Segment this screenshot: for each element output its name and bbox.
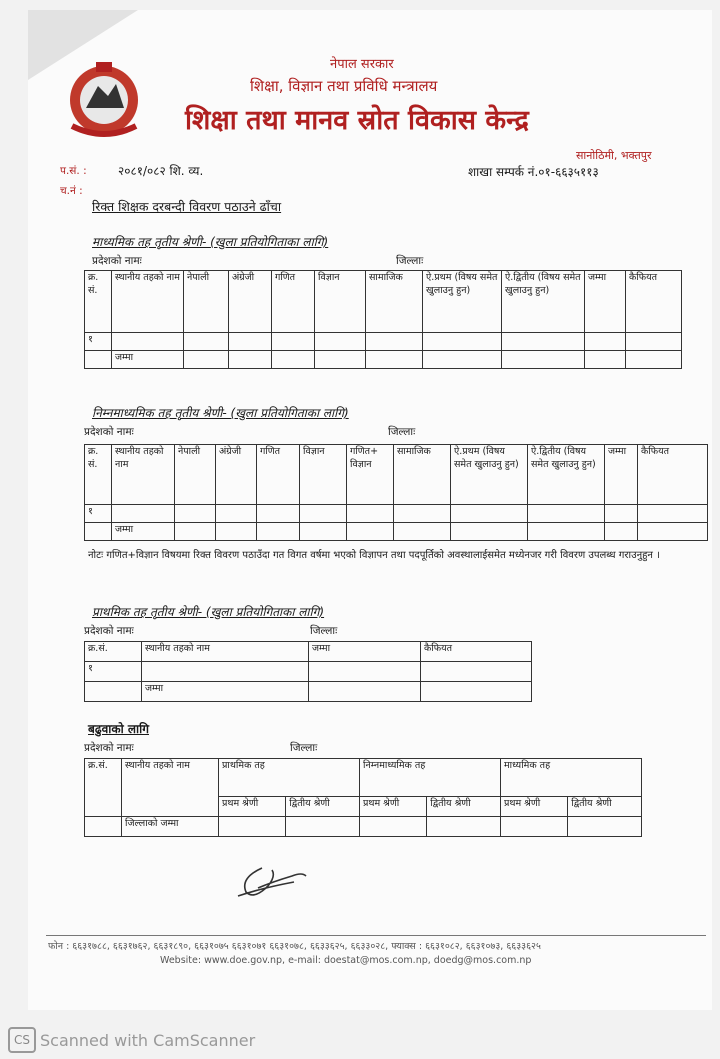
- section4-province: प्रदेशको नामः: [84, 742, 134, 754]
- section4-title: बढुवाको लागि: [88, 722, 149, 736]
- section3-table: [84, 641, 532, 702]
- center-heading: शिक्षा तथा मानव स्रोत विकास केन्द्र: [185, 105, 529, 136]
- ps-label: प.सं. :: [60, 165, 87, 177]
- s2-h8: ऐ.प्रथम (विषय समेत खुलाउनु हुन): [451, 445, 528, 505]
- s1-h2: नेपाली: [184, 271, 229, 333]
- cn-label: च.नं :: [60, 185, 83, 197]
- s1-h6: सामाजिक: [366, 271, 423, 333]
- s2-h3: अंग्रेजी: [216, 445, 257, 505]
- section2-table: [84, 444, 708, 541]
- s2-h4: गणित: [257, 445, 300, 505]
- s2-total-label: जम्मा: [112, 523, 175, 541]
- section4-district: जिल्लाः: [290, 742, 318, 754]
- section1-title: माध्यमिक तह तृतीय श्रेणी- (खुला प्रतियोगिताका लागि): [92, 235, 329, 249]
- s1-h7: ऐ.प्रथम (विषय समेत खुलाउनु हुन): [423, 271, 502, 333]
- s4-sub0: प्रथम श्रेणी: [219, 797, 286, 817]
- s2-h11: कैफियत: [638, 445, 708, 505]
- s2-h5: विज्ञान: [300, 445, 347, 505]
- s1-h1: स्थानीय तहको नाम: [112, 271, 184, 333]
- ps-value: २०८१/०८२ शि. व्य.: [118, 164, 204, 178]
- s2-h6: गणित+ विज्ञान: [347, 445, 394, 505]
- section3-province: प्रदेशको नामः: [84, 625, 134, 637]
- section2-district: जिल्लाः: [388, 426, 416, 438]
- footer-divider: [46, 935, 706, 936]
- s4-sub5: द्वितीय श्रेणी: [568, 797, 642, 817]
- s2-h10: जम्मा: [605, 445, 638, 505]
- contact-text: शाखा सम्पर्क नं.०१-६६३५११३: [468, 165, 599, 179]
- s2-row1-num: १: [85, 505, 112, 523]
- doc-title: रिक्त शिक्षक दरबन्दी विवरण पठाउने ढाँचा: [92, 199, 282, 214]
- gov-heading: नेपाल सरकार: [330, 57, 394, 72]
- s3-h0: क्र.सं.: [85, 642, 142, 662]
- s4-h2: प्राथमिक तह: [219, 759, 360, 797]
- s4-h3: निम्नमाध्यमिक तह: [359, 759, 500, 797]
- section4-table: [84, 758, 642, 837]
- s4-h4: माध्यमिक तह: [500, 759, 641, 797]
- s1-h8: ऐ.द्वितीय (विषय समेत खुलाउनु हुन): [502, 271, 585, 333]
- s2-h9: ऐ.द्वितीय (विषय समेत खुलाउनु हुन): [528, 445, 605, 505]
- location-text: सानोठिमी, भक्तपुर: [576, 149, 652, 162]
- s1-h4: गणित: [272, 271, 315, 333]
- s3-h3: कैफियत: [421, 642, 532, 662]
- section3-district: जिल्लाः: [310, 625, 338, 637]
- s1-h0: क्र. सं.: [85, 271, 112, 333]
- s4-h1: स्थानीय तहको नाम: [122, 759, 219, 817]
- ministry-heading: शिक्षा, विज्ञान तथा प्रविधि मन्त्रालय: [250, 77, 438, 95]
- s3-h2: जम्मा: [309, 642, 421, 662]
- s1-h5: विज्ञान: [315, 271, 366, 333]
- camscanner-watermark: Scanned with CamScanner: [40, 1031, 256, 1050]
- s2-h1: स्थानीय तहको नाम: [112, 445, 175, 505]
- s2-h7: सामाजिक: [394, 445, 451, 505]
- section2-title: निम्नमाध्यमिक तह तृतीय श्रेणी- (खुला प्रतियोगिताका लागि): [92, 406, 349, 420]
- camscanner-logo-icon: CS: [8, 1027, 36, 1053]
- signature-icon: [232, 858, 312, 902]
- section2-note: नोटः गणित+विज्ञान विषयमा रिक्त विवरण पठाउँदा गत विगत वर्षमा भएको विज्ञापन तथा पदपूर्तिको अवस्थालाईसमेत मध्येनजर गरी विवरण उपलब्ध गराउनुहुन ।: [88, 550, 660, 561]
- section3-title: प्राथमिक तह तृतीय श्रेणी- (खुला प्रतियोगिताका लागि): [92, 605, 325, 619]
- s1-total-label: जम्मा: [112, 351, 184, 369]
- s4-sub2: प्रथम श्रेणी: [359, 797, 426, 817]
- s1-h9: जम्मा: [585, 271, 626, 333]
- s4-sub3: द्वितीय श्रेणी: [427, 797, 501, 817]
- footer-web: Website: www.doe.gov.np, e-mail: doestat@mos.com.np, doedg@mos.com.np: [160, 955, 532, 966]
- s2-h0: क्र. सं.: [85, 445, 112, 505]
- s3-h1: स्थानीय तहको नाम: [142, 642, 309, 662]
- s4-total-label: जिल्लाको जम्मा: [122, 817, 219, 837]
- s1-h3: अंग्रेजी: [229, 271, 272, 333]
- section2-province: प्रदेशको नामः: [84, 426, 134, 438]
- section1-district: जिल्लाः: [396, 255, 424, 267]
- section1-province: प्रदेशको नामः: [92, 255, 142, 267]
- s1-h10: कैफियत: [626, 271, 682, 333]
- s3-total-label: जम्मा: [142, 682, 309, 702]
- footer-phone: फोन : ६६३१७८८, ६६३१७६२, ६६३१८९०, ६६३१०७५ ६६३१०७१ ६६३१०७८, ६६३३६२५, ६६३३०२८, फ्याक्स : ६६३१०८२, ६६३१०७३, ६६३३६२५: [48, 941, 541, 952]
- s1-row1-num: १: [85, 333, 112, 351]
- s4-sub1: द्वितीय श्रेणी: [286, 797, 360, 817]
- s3-row1-num: १: [85, 662, 142, 682]
- s4-sub4: प्रथम श्रेणी: [500, 797, 567, 817]
- s4-h0: क्र.सं.: [85, 759, 122, 817]
- government-emblem-icon: [58, 60, 150, 138]
- section1-table: [84, 270, 682, 369]
- s2-h2: नेपाली: [175, 445, 216, 505]
